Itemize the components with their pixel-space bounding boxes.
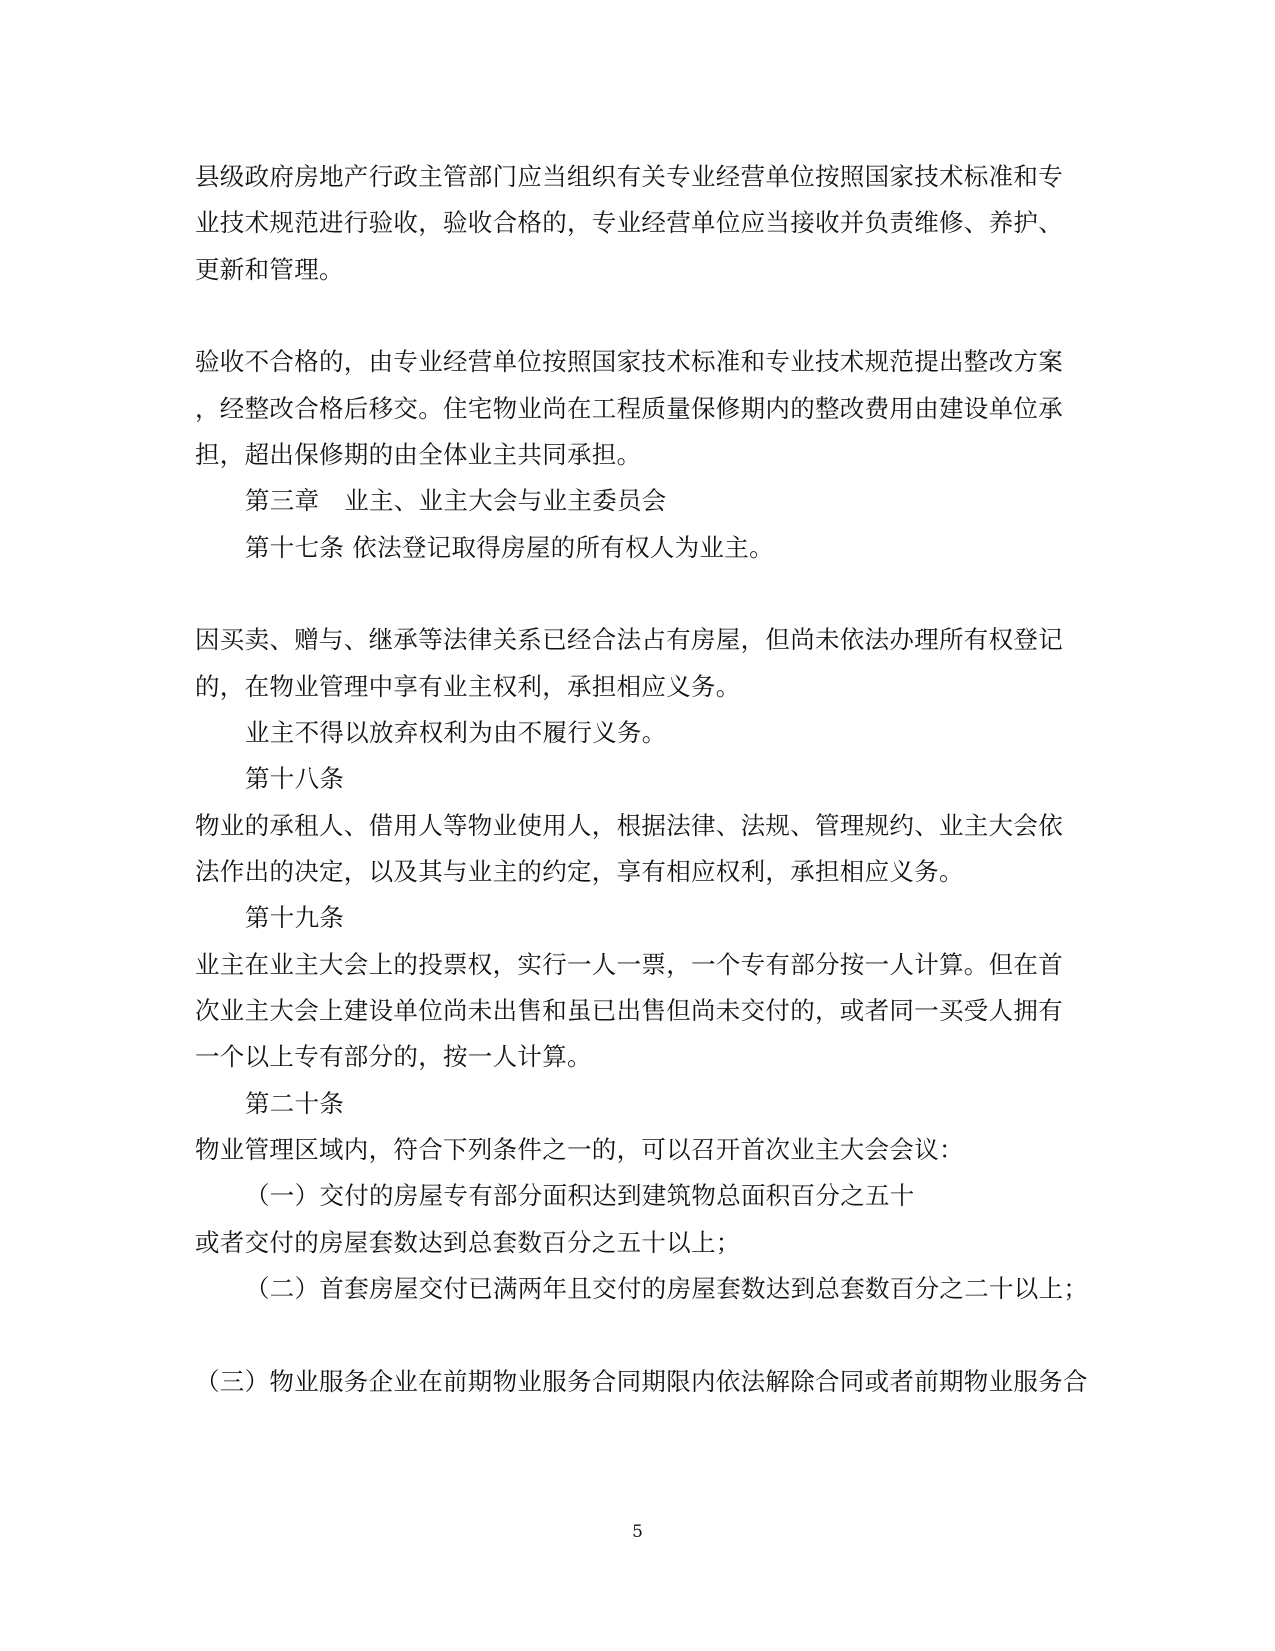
- article-heading: 第二十条: [245, 1089, 345, 1118]
- text-line: 业主不得以放弃权利为由不履行义务。: [245, 718, 667, 747]
- list-item: （三）物业服务企业在前期物业服务合同期限内依法解除合同或者前期物业服务合: [195, 1367, 1088, 1396]
- list-item: （二）首套房屋交付已满两年且交付的房屋套数达到总套数百分之二十以上；: [245, 1274, 1089, 1303]
- text-line: 业主在业主大会上的投票权，实行一人一票，一个专有部分按一人计算。但在首: [195, 950, 1063, 979]
- page-number: 5: [632, 1522, 643, 1542]
- text-line: 次业主大会上建设单位尚未出售和虽已出售但尚未交付的，或者同一买受人拥有: [195, 996, 1063, 1025]
- text-line: 物业管理区域内，符合下列条件之一的，可以召开首次业主大会会议：: [195, 1135, 964, 1164]
- article-heading: 第十七条 依法登记取得房屋的所有权人为业主。: [245, 533, 774, 562]
- text-line: 法作出的决定，以及其与业主的约定，享有相应权利，承担相应义务。: [195, 857, 964, 886]
- text-line: ，经整改合格后移交。住宅物业尚在工程质量保修期内的整改费用由建设单位承: [195, 394, 1063, 423]
- chapter-heading: 第三章 业主、业主大会与业主委员会: [245, 486, 667, 515]
- text-line: 县级政府房地产行政主管部门应当组织有关专业经营单位按照国家技术标准和专: [195, 162, 1063, 191]
- text-line: 因买卖、赠与、继承等法律关系已经合法占有房屋，但尚未依法办理所有权登记: [195, 625, 1063, 654]
- article-heading: 第十九条: [245, 903, 345, 932]
- text-line: 验收不合格的，由专业经营单位按照国家技术标准和专业技术规范提出整改方案: [195, 347, 1063, 376]
- list-item: （一）交付的房屋专有部分面积达到建筑物总面积百分之五十: [245, 1181, 915, 1210]
- article-heading: 第十八条: [245, 764, 345, 793]
- text-line: 或者交付的房屋套数达到总套数百分之五十以上；: [195, 1228, 741, 1257]
- text-line: 担，超出保修期的由全体业主共同承担。: [195, 440, 642, 469]
- text-line: 物业的承租人、借用人等物业使用人，根据法律、法规、管理规约、业主大会依: [195, 811, 1063, 840]
- text-line: 的，在物业管理中享有业主权利，承担相应义务。: [195, 672, 741, 701]
- text-line: 业技术规范进行验收，验收合格的，专业经营单位应当接收并负责维修、养护、: [195, 208, 1063, 237]
- text-line: 一个以上专有部分的，按一人计算。: [195, 1042, 592, 1071]
- text-line: 更新和管理。: [195, 255, 344, 284]
